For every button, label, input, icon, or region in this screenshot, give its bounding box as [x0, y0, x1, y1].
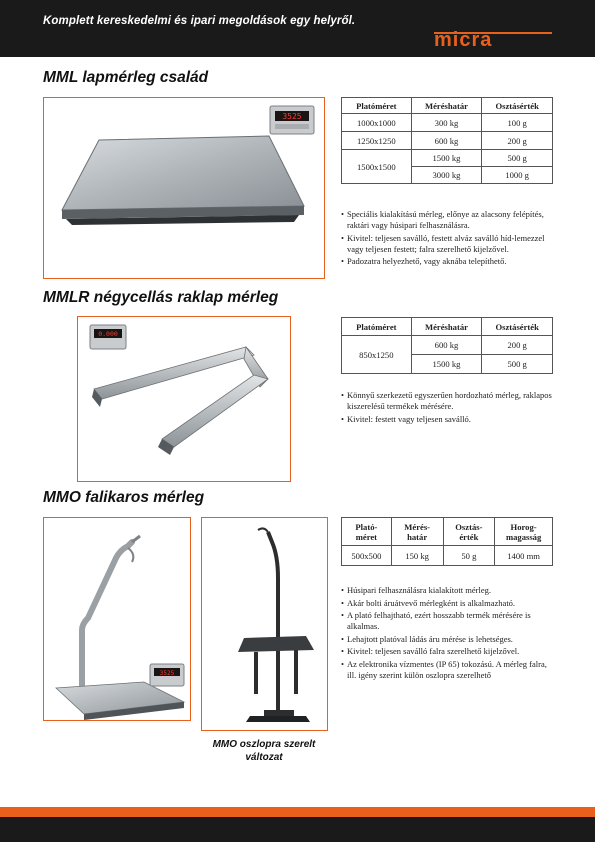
- table-cell: 500x500: [342, 546, 392, 566]
- col-header: Platóméret: [342, 98, 412, 114]
- col-header: Plató- méret: [342, 518, 392, 546]
- col-header: Osztásérték: [482, 318, 553, 336]
- mmo-scale-photo: [43, 517, 191, 721]
- caption-line: MMO oszlopra szerelt: [212, 739, 316, 750]
- list-item: • Húsipari felhasználásra kialakított mérleg.: [341, 585, 556, 596]
- mmlr-spec-table: [341, 317, 553, 374]
- table-row: [342, 114, 553, 132]
- display-readout: 3525: [159, 670, 175, 677]
- col-header: Mérés- határ: [391, 518, 443, 546]
- table-row: [342, 150, 553, 167]
- mmlr-scale-photo: [77, 316, 291, 482]
- list-item: • Speciális kialakítású mérleg, előnye az alacsony felépítés, raktári vagy húsipari felhasználásra.: [341, 209, 556, 231]
- header-tagline: Komplett kereskedelmi és ipari megoldások egy helyről.: [43, 15, 356, 27]
- col-header: Osztás- érték: [443, 518, 495, 546]
- table-cell: 850x1250: [342, 336, 412, 374]
- section-title-mml: MML lapmérleg család: [43, 69, 209, 86]
- mml-feature-list: [341, 209, 556, 269]
- mmo-spec-table: [341, 517, 553, 566]
- mmo-column-scale-photo: [201, 517, 328, 731]
- table-cell: 200 g: [482, 336, 553, 355]
- list-item-continuation: [341, 256, 556, 267]
- table-cell: 1500 kg: [411, 150, 482, 167]
- table-cell: 500 g: [482, 150, 553, 167]
- list-item: • Akár bolti áruátvevő mérlegként is alkalmazható.: [341, 598, 556, 609]
- table-cell: 1000x1000: [342, 114, 412, 132]
- list-item-text: Padozatra helyezhető, vagy aknába telepíthető.: [347, 256, 507, 266]
- table-cell: 1400 mm: [495, 546, 553, 566]
- mmo-photo-caption: [200, 738, 328, 764]
- mmo-feature-list: [341, 585, 556, 682]
- table-cell: 3000 kg: [411, 167, 482, 184]
- section-title-mmlr: MMLR négycellás raklap mérleg: [43, 289, 279, 306]
- table-cell: 300 kg: [411, 114, 482, 132]
- list-item: • Könnyű szerkezetű egyszerűen hordozható mérleg, raklapos kiszerelésű termékek mérésére.: [341, 390, 556, 412]
- table-cell: 100 g: [482, 114, 553, 132]
- footer-bar: [0, 817, 595, 842]
- header-bar: [0, 0, 595, 57]
- table-row: [342, 132, 553, 150]
- footer-accent-bar: [0, 807, 595, 817]
- table-cell: 150 kg: [391, 546, 443, 566]
- col-header: Méréshatár: [411, 318, 482, 336]
- list-item: • Az elektronika vízmentes (IP 65) tokozású. A mérleg falra, ill. igény szerint külön oszlopra szerelhető: [341, 659, 556, 681]
- col-header: Osztásérték: [482, 98, 553, 114]
- list-item: • Kivitel: festett vagy teljesen saválló.: [341, 414, 556, 425]
- table-cell: 500 g: [482, 355, 553, 374]
- table-cell: 50 g: [443, 546, 495, 566]
- table-cell: 1500 kg: [411, 355, 482, 374]
- col-header: Horog- magasság: [495, 518, 553, 546]
- list-item: • A plató felhajtható, ezért hosszabb termék mérésére is alkalmas.: [341, 610, 556, 632]
- list-item: • Kivitel: teljesen saválló falra szerelhető kijelzővel.: [341, 646, 556, 657]
- col-header: Méréshatár: [411, 98, 482, 114]
- list-item: • Lehajtott platóval ládás áru mérése is lehetséges.: [341, 634, 556, 645]
- display-readout: 3525: [282, 112, 302, 121]
- mmlr-feature-list: [341, 390, 556, 426]
- mmo-column-scale-illustration: [202, 518, 328, 731]
- table-cell: 600 kg: [411, 132, 482, 150]
- table-cell: 1000 g: [482, 167, 553, 184]
- table-row: [342, 546, 553, 566]
- table-cell: 600 kg: [411, 336, 482, 355]
- col-header: Platóméret: [342, 318, 412, 336]
- mmo-wall-arm-scale-illustration: [44, 518, 191, 721]
- table-row: [342, 336, 553, 355]
- table-cell: 1250x1250: [342, 132, 412, 150]
- mml-spec-table: [341, 97, 553, 184]
- mml-scale-photo: [43, 97, 325, 279]
- table-cell: 1500x1500: [342, 150, 412, 184]
- mmlr-pallet-scale-illustration: [78, 317, 291, 482]
- caption-line: változat: [245, 752, 283, 763]
- micra-logo: micra: [434, 29, 493, 51]
- section-title-mmo: MMO falikaros mérleg: [43, 489, 205, 506]
- display-readout: 0.000: [98, 330, 118, 338]
- mml-platform-scale-illustration: [44, 98, 325, 279]
- list-item: • Kivitel: teljesen saválló, festett alváz saválló híd-lemezzel vagy teljesen festett; falra szerelhető kijelzővel.: [341, 233, 556, 255]
- table-cell: 200 g: [482, 132, 553, 150]
